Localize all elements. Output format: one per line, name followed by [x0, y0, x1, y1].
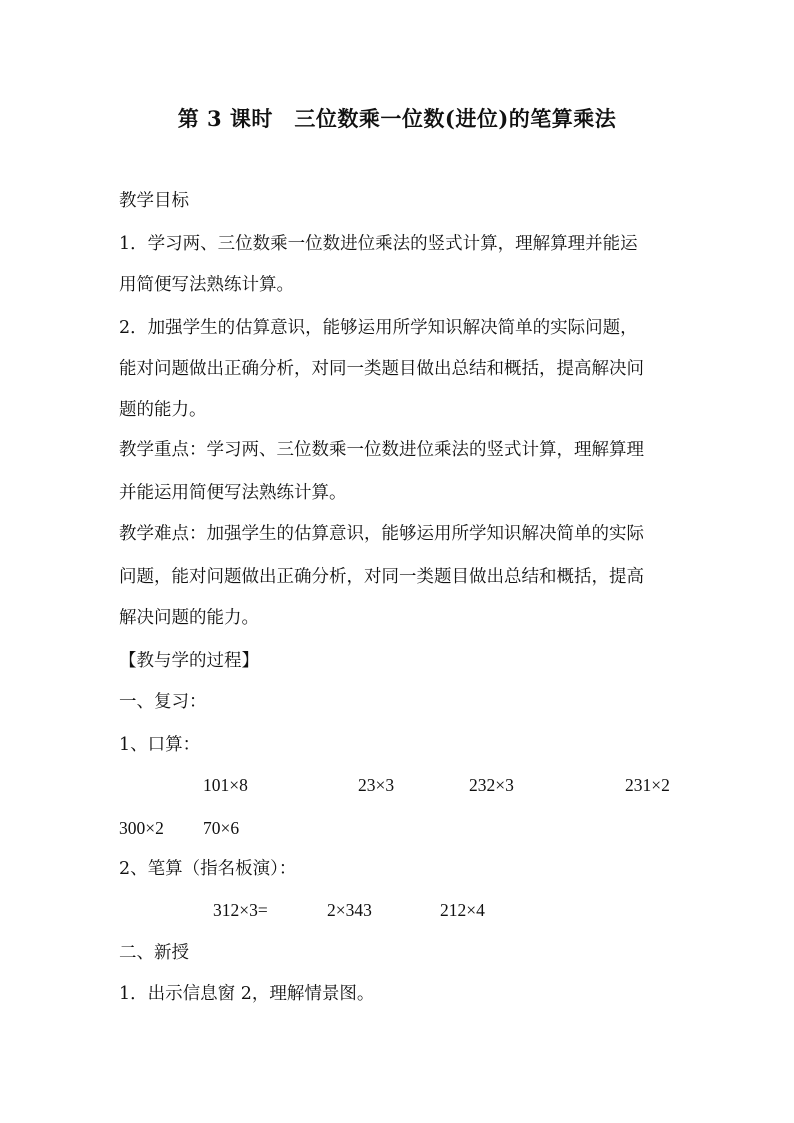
objective-2-line-2: 能对问题做出正确分析，对同一类题目做出总结和概括，提高解决问 [119, 359, 644, 379]
oral-item: 231×2 [625, 775, 670, 795]
objective-2-line-3: 题的能力。 [119, 400, 207, 420]
oral-item: 232×3 [469, 775, 514, 795]
new-item-1: 1．出示信息窗 2，理解情景图。 [119, 984, 375, 1004]
difficulty-line-3: 解决问题的能力。 [119, 608, 259, 628]
objective-1-line-2: 用简便写法熟练计算。 [119, 275, 294, 295]
written-item: 312×3= [213, 900, 268, 920]
oral-heading: 1、口算： [119, 735, 201, 755]
review-heading: 一、复习： [119, 692, 207, 712]
objective-2-line-1: 2．加强学生的估算意识，能够运用所学知识解决简单的实际问题， [119, 318, 638, 338]
difficulty-line-2: 问题，能对问题做出正确分析，对同一类题目做出总结和概括，提高 [119, 567, 644, 587]
key-point-line-1: 教学重点：学习两、三位数乘一位数进位乘法的竖式计算，理解算理 [119, 440, 644, 460]
lesson-title: 第 3 课时 三位数乘一位数(进位)的笔算乘法 [177, 106, 617, 131]
key-point-line-2: 并能运用简便写法熟练计算。 [119, 483, 347, 503]
oral-item: 70×6 [203, 818, 240, 838]
oral-item: 101×8 [203, 775, 248, 795]
oral-item: 300×2 [119, 818, 164, 838]
objectives-heading: 教学目标 [119, 191, 189, 211]
written-item: 212×4 [440, 900, 485, 920]
written-heading: 2、笔算（指名板演）： [119, 859, 297, 879]
new-section-heading: 二、新授 [119, 943, 189, 963]
objective-1-line-1: 1．学习两、三位数乘一位数进位乘法的竖式计算，理解算理并能运 [119, 234, 638, 254]
oral-item: 23×3 [358, 775, 395, 795]
process-heading: 【教与学的过程】 [119, 651, 259, 671]
difficulty-line-1: 教学难点：加强学生的估算意识，能够运用所学知识解决简单的实际 [119, 524, 644, 544]
written-item: 2×343 [327, 900, 372, 920]
